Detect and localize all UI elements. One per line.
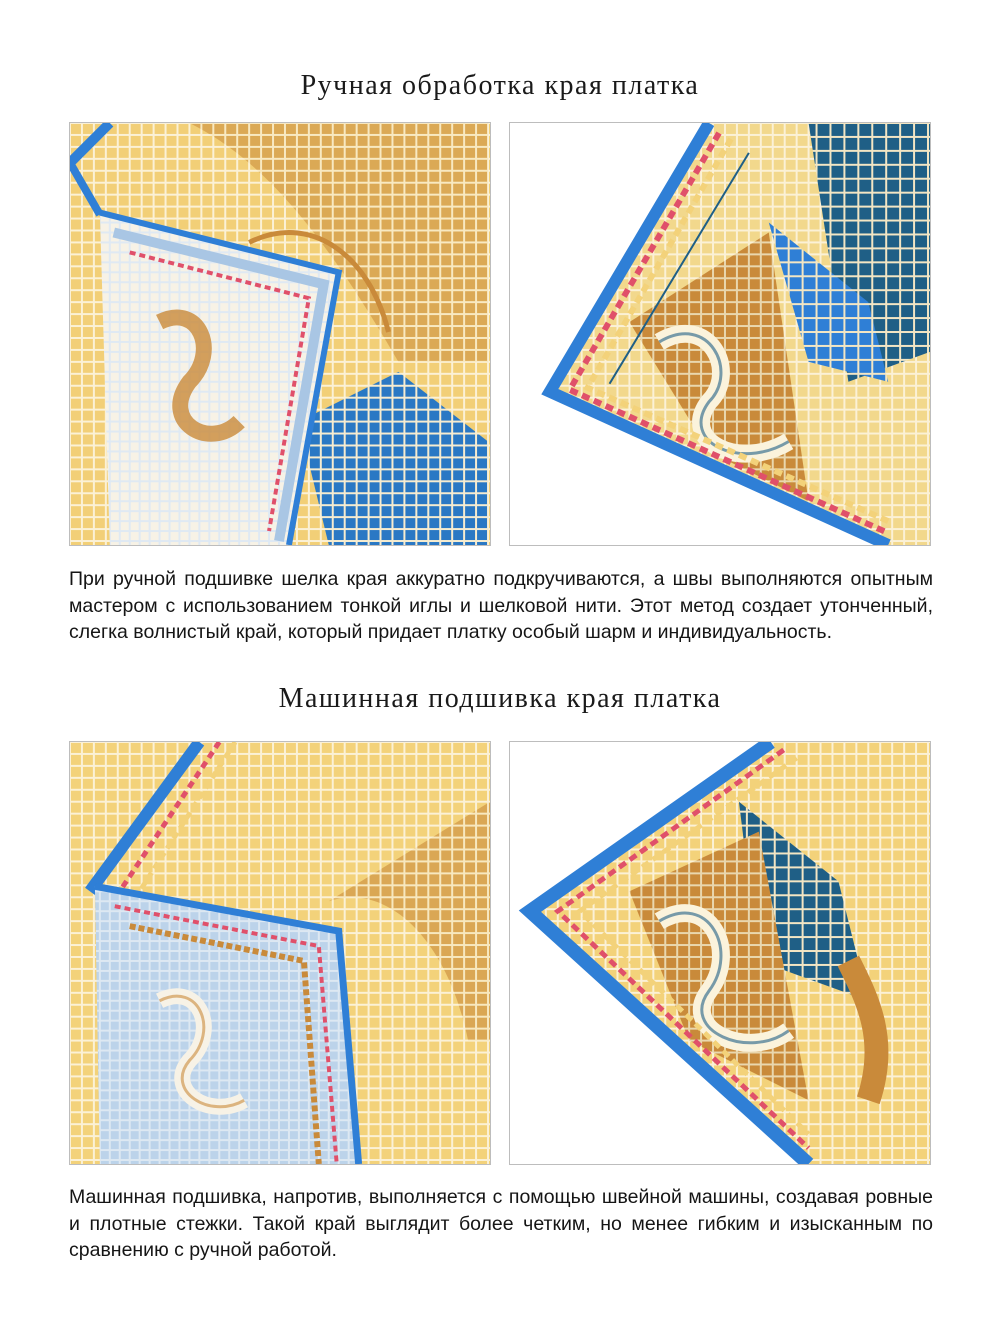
photo-machine-edge-folded	[69, 741, 491, 1165]
paragraph-machine-edge: Машинная подшивка, напротив, выполняется с помощью швейной машины, создавая ровные и плотные стежки. Такой край выглядит более четким, но менее гибким и изысканным по сравнению с ручной работой.	[69, 1186, 933, 1261]
paragraph-hand-edge: При ручной подшивке шелка края аккуратно подкручиваются, а швы выполняются опытным мастером с использованием тонкой иглы и шелковой нити. Этот метод создает утонченный, слегка волнистый край, который придает платку особый шарм и индивидуальность.	[69, 568, 933, 643]
photo-hand-edge-corner	[509, 122, 931, 546]
section-title-hand: Ручная обработка края платка	[300, 70, 700, 101]
section-title-machine: Машинная подшивка края платка	[278, 683, 722, 714]
photo-hand-edge-folded	[69, 122, 491, 546]
photo-machine-edge-corner	[509, 741, 931, 1165]
